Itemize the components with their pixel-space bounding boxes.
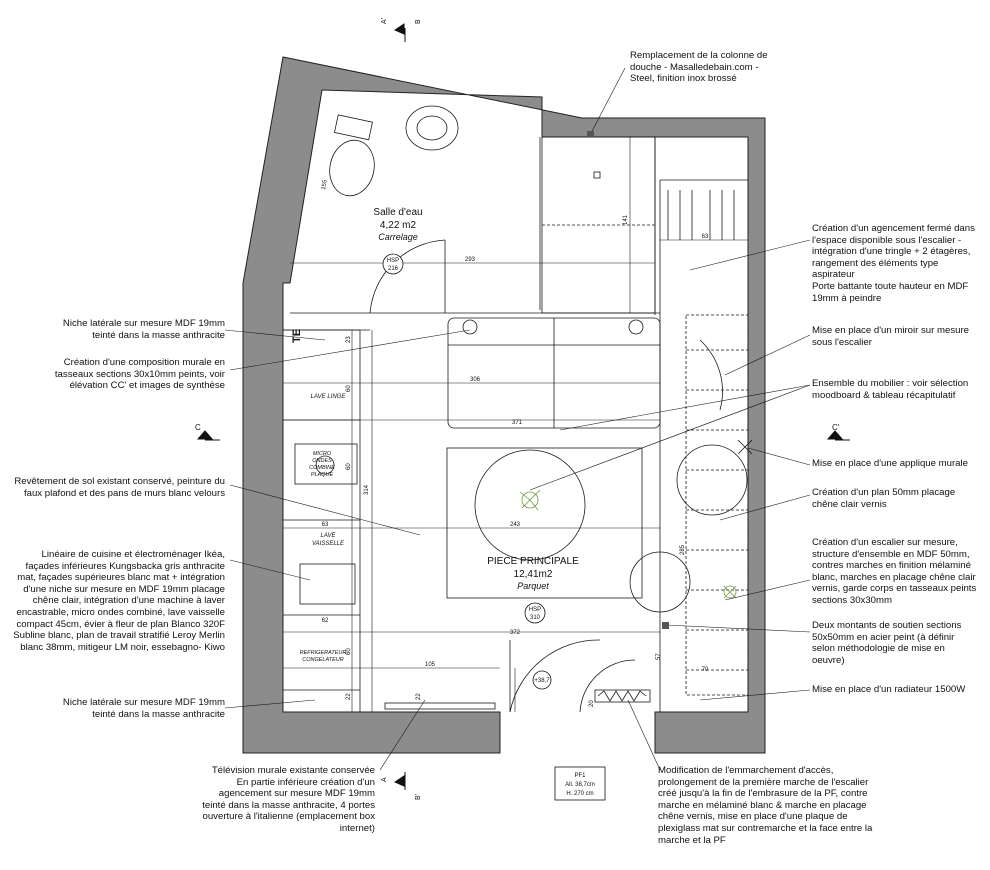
lave-vaisselle-label-1: LAVE xyxy=(320,533,336,539)
note-wall-comp: Création d'une composition murale en tasseaux sections 30x10mm peints, voir élévation CC' et images de synthèse xyxy=(54,357,225,392)
dim-20: 20 xyxy=(589,700,595,707)
marker-a-top: A' xyxy=(381,17,388,24)
lave-vaisselle-label-2: VAISSELLE xyxy=(311,541,345,547)
dim-141: 141 xyxy=(623,214,629,225)
note-niche-bottom: Niche latérale sur mesure MDF 19mm teinté dans la masse anthracite xyxy=(62,697,225,720)
main-hsp-label: HSP xyxy=(528,607,542,613)
micro-label-4: PLAQUE xyxy=(310,472,334,478)
marker-c-right: C' xyxy=(832,423,840,432)
dim-57: 57 xyxy=(656,653,662,660)
note-mirror: Mise en place d'un miroir sur mesure sous l'escalier xyxy=(812,325,969,348)
frigo-label-1: REFRIGERATEUR xyxy=(299,650,347,656)
main-room-area: 12,41m2 xyxy=(513,569,553,580)
frigo-label-2: CONGELATEUR xyxy=(302,657,344,663)
dim-60-c: 60 xyxy=(346,648,352,655)
marker-a-bottom: A xyxy=(381,777,388,782)
marker-c-left: C xyxy=(195,423,201,432)
walls xyxy=(243,57,765,753)
marker-b-bottom: B' xyxy=(415,793,422,800)
dim-371: 371 xyxy=(511,420,523,426)
main-room-name: PIECE PRINCIPALE xyxy=(487,556,579,567)
pf-line3: H. 270 cm xyxy=(566,791,594,797)
dim-306: 306 xyxy=(469,377,481,383)
leader-lines xyxy=(225,68,810,770)
note-entry: Modification de l'emmarchement d'accès, prolongement de la première marche de l'escalier créé jusqu'à la fin de l'embrasure de la PF, contre marche en mélaminé blanc & marche en placage chêne vernis, mise en place d'une plaque de plexiglass mat sur contremarche et la face entre la marche et la PF xyxy=(658,765,873,846)
dim-22-b: 22 xyxy=(416,693,422,700)
bathroom-name: Salle d'eau xyxy=(373,207,423,218)
note-kitchen: Linéaire de cuisine et électroménager Ikéa, façades inférieures Kungsbacka gris anthracite mat, façades supérieures blanc mat + intégration d'une niche sur mesure en MDF 19mm placage chêne clair, intégration d'une machine à laver encastrable, micro ondes combiné, lave vaisselle compact 45cm, évier à fleur de plan Blanco 320F Subline blanc, plan de travail stratifié Leroy Merlin blanc 38mm, mitigeur LM noir, essebagno- Kiwo xyxy=(13,549,225,653)
dim-38: +38,7 xyxy=(534,678,550,684)
dim-314: 314 xyxy=(364,484,370,495)
pf-line2: All. 38,7cm xyxy=(565,782,595,788)
dim-23: 23 xyxy=(346,336,352,343)
dim-63-top: 63 xyxy=(701,234,709,240)
te-label: TE xyxy=(291,328,303,343)
micro-label-3: COMBINE xyxy=(309,465,335,471)
micro-label-2: ONDES xyxy=(312,458,332,464)
bathroom-area: 4,22 m2 xyxy=(379,220,417,231)
dim-285: 285 xyxy=(680,544,686,555)
dim-70: 70 xyxy=(701,667,709,673)
dim-243: 243 xyxy=(509,522,521,528)
note-worktop: Création d'un plan 50mm placage chêne clair vernis xyxy=(812,487,956,510)
plant-icon xyxy=(520,490,736,598)
dim-60-a: 60 xyxy=(346,385,352,392)
note-stair: Création d'un escalier sur mesure, structure d'ensemble en MDF 50mm, contres marches en finition mélaminé blanc, marches en placage chêne clair vernis, garde corps en tasseaux peints sections 30x30mm xyxy=(812,537,977,606)
dim-62: 62 xyxy=(321,618,329,624)
dim-155: 155 xyxy=(321,179,329,191)
note-radiator: Mise en place d'un radiateur 1500W xyxy=(812,684,966,695)
note-shower: Remplacement de la colonne de douche - Masalledebain.com - Steel, finition inox brossé xyxy=(630,50,768,85)
dim-105: 105 xyxy=(424,662,436,668)
note-floor: Revêtement de sol existant conservé, peinture du faux plafond et des pans de murs blanc velours xyxy=(14,476,225,499)
bathroom-floor: Carrelage xyxy=(378,232,418,242)
note-sconce: Mise en place d'une applique murale xyxy=(812,458,968,469)
dim-60-b: 60 xyxy=(346,463,352,470)
dim-22-a: 22 xyxy=(346,693,352,700)
note-niche-top: Niche latérale sur mesure MDF 19mm teinté dans la masse anthracite xyxy=(62,318,225,341)
dim-293: 293 xyxy=(464,257,476,263)
main-room-floor: Parquet xyxy=(517,581,549,591)
dim-63-mid: 63 xyxy=(321,522,329,528)
note-closet: Création d'un agencement fermé dans l'espace disponible sous l'escalier - intégration d'une tringle + 2 étagères, rangement des éléments type aspirateur Porte battante toute hauteur en MDF 19mm à peindre xyxy=(812,223,975,304)
note-tv: Télévision murale existante conservée En partie inférieure création d'un agencement sur mesure MDF 19mm teinté dans la masse anthracite, 4 portes ouverture à l'italienne (emplacement box internet) xyxy=(202,765,375,834)
bathroom-hsp-value: 216 xyxy=(387,266,399,272)
bathroom-hsp-label: HSP xyxy=(386,258,400,264)
note-furniture: Ensemble du mobilier : voir sélection moodboard & tableau récapitulatif xyxy=(812,378,969,401)
marker-b-top: B xyxy=(415,19,422,24)
post-icon xyxy=(662,622,669,629)
note-posts: Deux montants de soutien sections 50x50mm en acier peint (à définir selon méthodologie de mise en oeuvre) xyxy=(812,620,962,666)
micro-label-1: MICRO xyxy=(312,451,332,457)
main-hsp-value: 310 xyxy=(529,615,541,621)
lave-linge-label: LAVE LINGE xyxy=(310,394,346,400)
shower-head-icon xyxy=(587,131,594,137)
pf-line1: PF1 xyxy=(574,773,586,779)
dim-372: 372 xyxy=(509,630,521,636)
